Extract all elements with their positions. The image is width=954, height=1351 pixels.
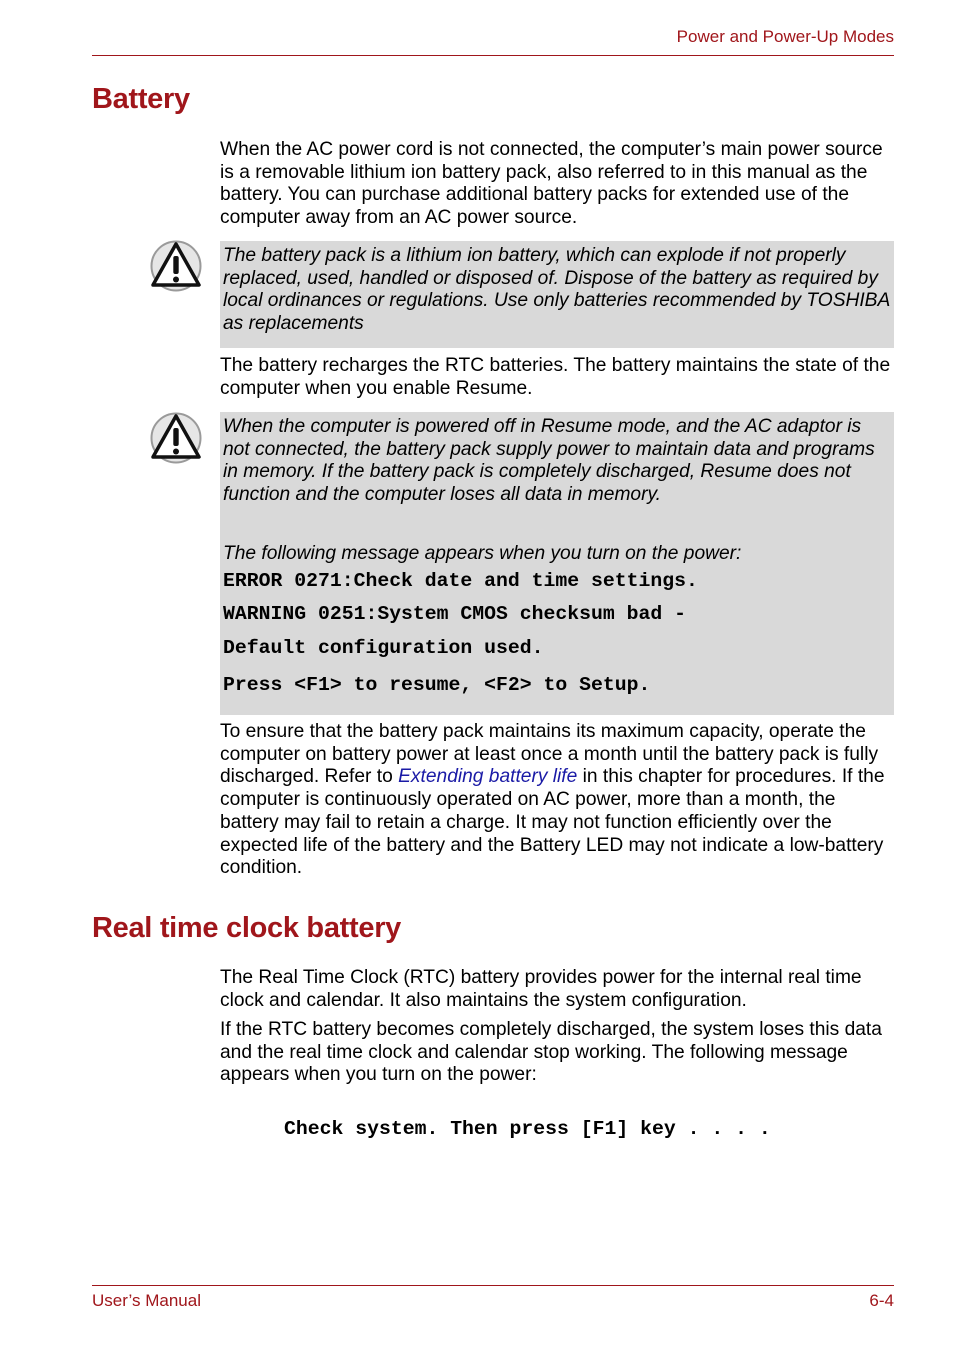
rtc-recharge-text: The battery recharges the RTC batteries. The battery maintains the state of the computer when you enable Resume.	[220, 355, 891, 399]
rtc-para-1: The Real Time Clock (RTC) battery provides power for the internal real time clock and calendar. It also maintains the system configuration.	[220, 967, 862, 1011]
extending-battery-life-link[interactable]: Extending battery life	[398, 766, 578, 788]
caution-text: The battery pack is a lithium ion battery, which can explode if not properly replaced, used, handled or disposed of. Dispose of the battery as required by local ordinances or regulations. Use only batteries recommended by TOSHIBA as replacements	[223, 245, 890, 335]
error-message-line: Press <F1> to resume, <F2> to Setup.	[223, 673, 651, 696]
rtc-para-2: If the RTC battery becomes completely discharged, the system loses this data and the real time clock and calendar stop working. The following message appears when you turn on the power:	[220, 1019, 882, 1086]
footer-manual-title: User’s Manual	[92, 1291, 201, 1310]
error-message-line: Default configuration used.	[223, 636, 544, 659]
rtc-error-message: Check system. Then press [F1] key . . . .	[284, 1118, 771, 1140]
page-number: 6-4	[869, 1291, 894, 1310]
capacity-text-before: To ensure that the battery pack maintains its maximum capacity, operate the computer on battery power at least once a month until the battery pack is fully discharged. Refer to	[220, 721, 879, 788]
error-message-line: ERROR 0271:Check date and time settings.	[223, 569, 698, 592]
rtc-heading: Real time clock battery	[92, 912, 402, 944]
caution-text: When the computer is powered off in Resume mode, and the AC adaptor is not connected, the battery pack supply power to maintain data and programs in memory. If the battery pack is completely discharged, Resume does not function and the computer loses all data in memory.	[223, 416, 875, 506]
running-header: Power and Power-Up Modes	[676, 27, 894, 46]
battery-intro: When the AC power cord is not connected, the computer’s main power source is a removable lithium ion battery pack, also referred to in this manual as the battery. You can purchase additional battery packs for extended use of the computer away from an AC power source.	[220, 139, 883, 229]
battery-capacity-text	[220, 721, 894, 880]
footer-rule	[92, 1285, 894, 1286]
battery-heading: Battery	[92, 83, 190, 115]
warning-triangle-icon	[150, 240, 202, 292]
capacity-text-after: in this chapter for procedures. If the computer is continuously operated on AC power, more than a month, the battery may fail to retain a charge. It may not function efficiently over the expected life of the battery and the Battery LED may not indicate a low-battery condition.	[220, 766, 885, 879]
message-intro: The following message appears when you turn on the power:	[223, 542, 742, 564]
caution-note-resume	[220, 412, 894, 715]
header-rule	[92, 55, 894, 56]
warning-triangle-icon	[150, 412, 202, 464]
error-message-line: WARNING 0251:System CMOS checksum bad -	[223, 602, 686, 625]
caution-note-battery-disposal	[220, 241, 894, 348]
